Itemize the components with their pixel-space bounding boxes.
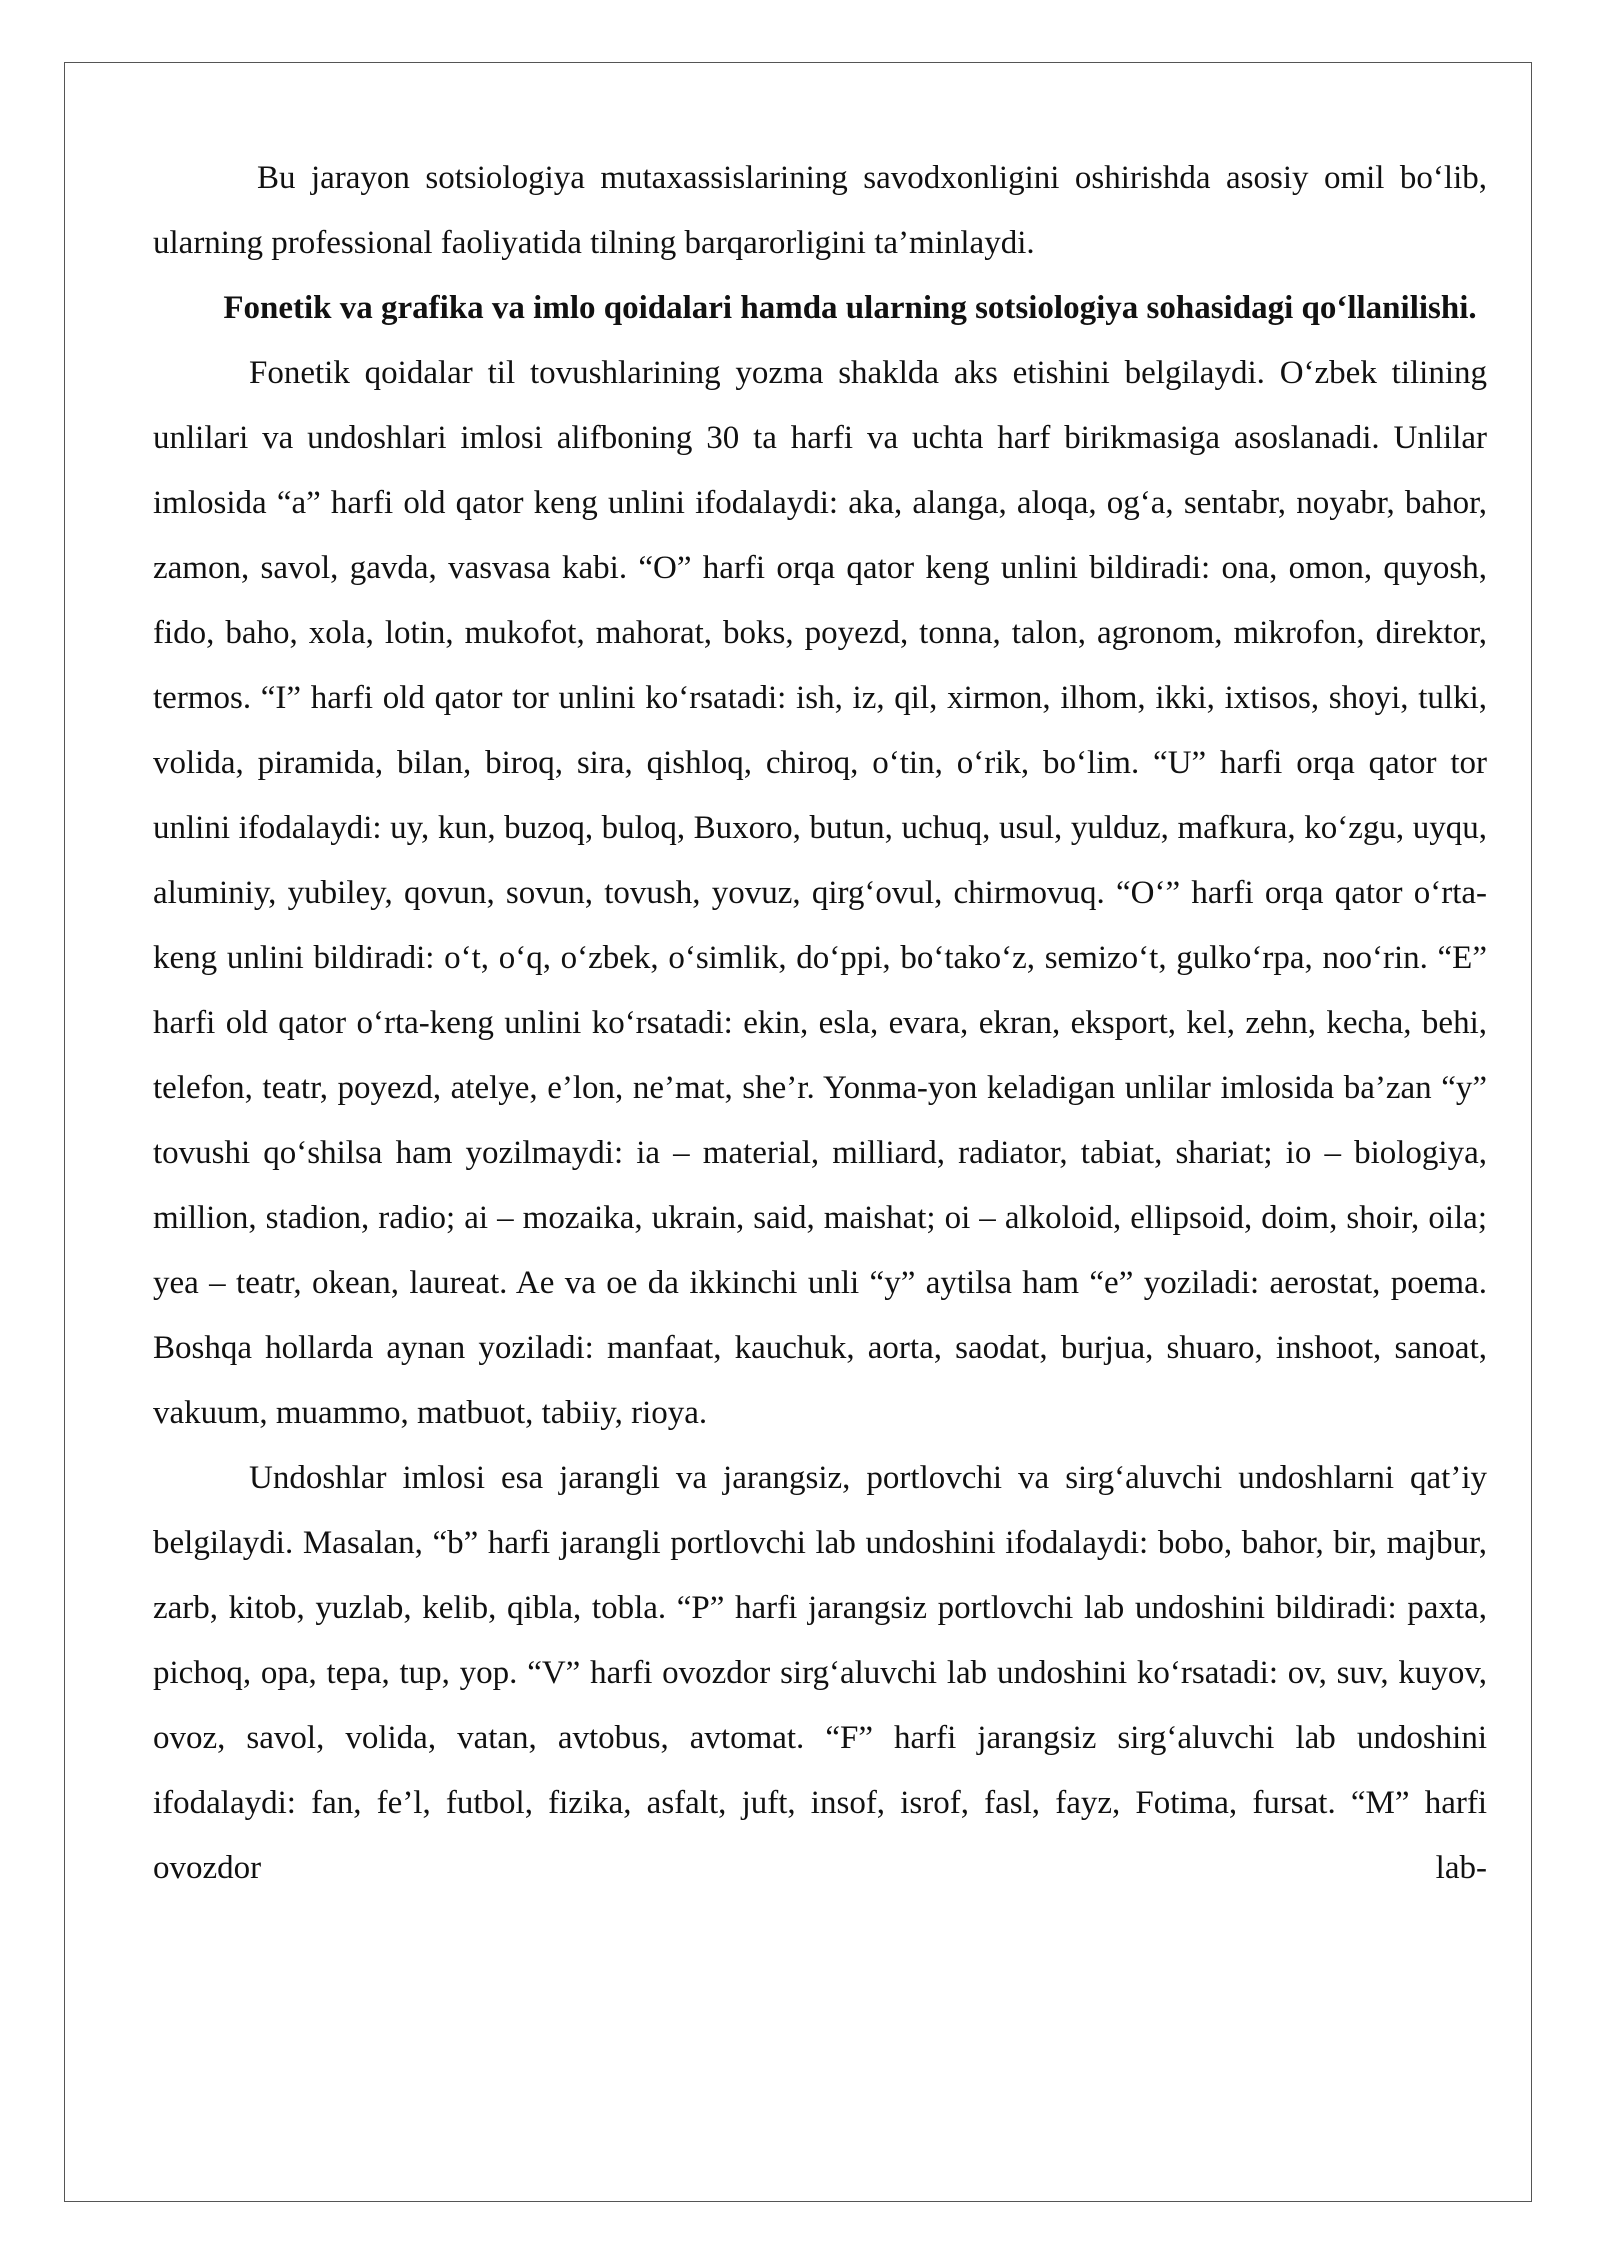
intro-paragraph: Bu jarayon sotsiologiya mutaxassislarining savodxonligini oshirishda asosiy omil bo‘lib, ularning professional faoliyatida tilning barqarorligini ta’minlaydi. <box>153 160 1487 261</box>
section-heading: Fonetik va grafika va imlo qoidalari hamda ularning sotsiologiya sohasidagi qo‘llanilishi. <box>223 290 1477 326</box>
consonants-paragraph: Undoshlar imlosi esa jarangli va jarangsiz, portlovchi va sirg‘aluvchi undoshlarni qat’iy belgilaydi. Masalan, “b” harfi jarangli portlovchi lab undoshini ifodalaydi: bobo, bahor, bir, majbur, zarb, kitob, yuzlab, kelib, qibla, tobla. “P” harfi jarangsiz portlovchi lab undoshini bildiradi: paxta, pichoq, opa, tepa, tup, yop. “V” harfi ovozdor sirg‘aluvchi lab undoshini ko‘rsatadi: ov, suv, kuyov, ovoz, savol, volida, vatan, avtobus, avtomat. “F” harfi jarangsiz sirg‘aluvchi lab undoshini ifodalaydi: fan, fe’l, futbol, fizika, asfalt, juft, insof, isrof, fasl, fayz, Fotima, fursat. “M” harfi ovozdor lab- <box>153 1460 1487 1886</box>
document-body <box>153 146 1487 1901</box>
vowels-paragraph: Fonetik qoidalar til tovushlarining yozma shaklda aks etishini belgilaydi. O‘zbek tilining unlilari va undoshlari imlosi alifboning 30 ta harfi va uchta harf birikmasiga asoslanadi. Unlilar imlosida “a” harfi old qator keng unlini ifodalaydi: aka, alanga, aloqa, og‘a, sentabr, noyabr, bahor, zamon, savol, gavda, vasvasa kabi. “O” harfi orqa qator keng unlini bildiradi: ona, omon, quyosh, fido, baho, xola, lotin, mukofot, mahorat, boks, poyezd, tonna, talon, agronom, mikrofon, direktor, termos. “I” harfi old qator tor unlini ko‘rsatadi: ish, iz, qil, xirmon, ilhom, ikki, ixtisos, shoyi, tulki, volida, piramida, bilan, biroq, sira, qishloq, chiroq, o‘tin, o‘rik, bo‘lim. “U” harfi orqa qator tor unlini ifodalaydi: uy, kun, buzoq, buloq, Buxoro, butun, uchuq, usul, yulduz, mafkura, ko‘zgu, uyqu, aluminiy, yubiley, qovun, sovun, tovush, yovuz, qirg‘ovul, chirmovuq. “O‘” harfi orqa qator o‘rta-keng unlini bildiradi: o‘t, o‘q, o‘zbek, o‘simlik, do‘ppi, bo‘tako‘z, semizo‘t, gulko‘rpa, noo‘rin. “E” harfi old qator o‘rta-keng unlini ko‘rsatadi: ekin, esla, evara, ekran, eksport, kel, zehn, kecha, behi, telefon, teatr, poyezd, atelye, e’lon, ne’mat, she’r. Yonma-yon keladigan unlilar imlosida ba’zan “y” tovushi qo‘shilsa ham yozilmaydi: ia – material, milliard, radiator, tabiat, shariat; io – biologiya, million, stadion, radio; ai – mozaika, ukrain, said, maishat; oi – alkoloid, ellipsoid, doim, shoir, oila; yea – teatr, okean, laureat. Ae va oe da ikkinchi unli “y” aytilsa ham “e” yoziladi: aerostat, poema. Boshqa hollarda aynan yoziladi: manfaat, kauchuk, aorta, saodat, burjua, shuaro, inshoot, sanoat, vakuum, muammo, matbuot, tabiiy, rioya. <box>153 355 1487 1431</box>
